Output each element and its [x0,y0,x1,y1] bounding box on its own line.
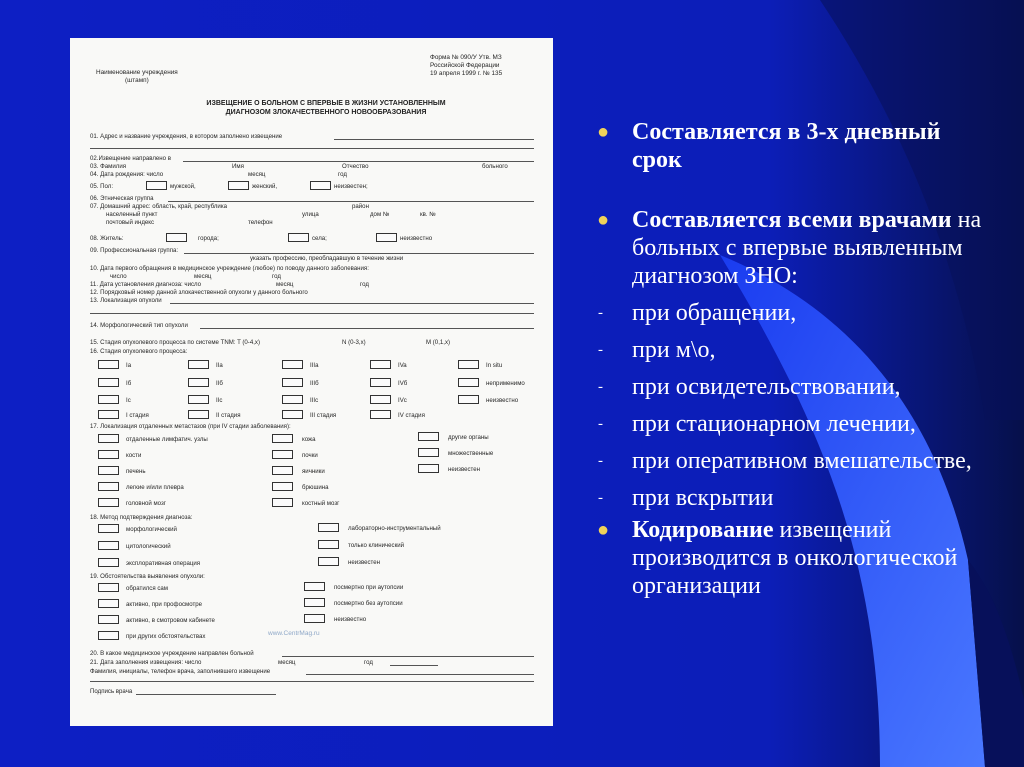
checkbox-village[interactable] [288,233,309,242]
field-13: 13. Локализация опухоли [90,297,162,304]
method-label: неизвестен [348,559,381,566]
checkbox-stage[interactable] [370,378,391,387]
checkbox-residence-unknown[interactable] [376,233,397,242]
checkbox-metastasis[interactable] [98,450,119,459]
stage-label: IIIб [310,380,319,387]
checkbox-method[interactable] [98,524,119,533]
field-13-line [170,303,534,304]
field-07-phone: телефон [248,219,273,226]
stage-label: Ic [126,397,131,404]
field-07-zip: почтовый индекс [106,219,155,226]
field-10: 10. Дата первого обращения в медицинское учреждение (любое) по поводу данного заболевания: [90,265,369,272]
field-17: 17. Локализация отдаленных метастазов (при IV стадии заболевания): [90,423,291,430]
field-03-patronymic: Отчество [342,163,369,170]
checkbox-metastasis[interactable] [272,434,293,443]
form-number: Форма № 090/У Утв. МЗ [430,54,502,61]
field-09-line [184,253,534,254]
field-14-line [200,328,534,329]
checkbox-stage[interactable] [188,395,209,404]
field-23-signature: Подпись врача [90,688,133,695]
field-16: 16. Стадия опухолевого процесса: [90,348,188,355]
metastasis-label: легкие и/или плевра [126,484,184,491]
method-label: только клинический [348,542,405,549]
checkbox-stage[interactable] [188,410,209,419]
bullet-item [596,118,996,174]
stage-label: Ia [126,362,132,369]
checkbox-stage[interactable] [98,378,119,387]
checkbox-stage[interactable] [98,360,119,369]
bullet-text: извещений производится в онкологической организации [632,517,958,599]
form-title-line2: ДИАГНОЗОМ ЗЛОКАЧЕСТВЕННОГО НОВООБРАЗОВАНИЯ [225,108,427,116]
field-21-year: год [364,659,373,666]
bullet-text: Составляется в 3-х дневный срок [632,119,941,173]
field-08-resident: 08. Житель: [90,235,124,242]
label-residence-unknown: неизвестно [400,235,433,242]
stage-label: IVa [398,362,407,369]
field-10-month: месяц [194,273,212,280]
field-11-year: год [360,281,369,288]
stage-label: Iб [126,380,132,387]
field-07-district: район [352,203,369,210]
stage-label: III стадия [310,412,337,419]
dash-item [596,447,996,475]
field-13-line2 [90,313,534,314]
field-18: 18. Метод подтверждения диагноза: [90,514,193,521]
field-07-flat: кв. № [420,211,436,218]
circumstance-label: посмертно без аутопсии [334,600,403,607]
circumstance-label: активно, в смотровом кабинете [126,617,215,624]
stage-label: IIIc [310,397,319,404]
checkbox-stage[interactable] [282,378,303,387]
method-label: цитологический [126,543,171,550]
field-02-line [183,161,534,162]
metastasis-label: почки [302,452,318,459]
checkbox-circumstance[interactable] [98,599,119,608]
checkbox-metastasis[interactable] [272,482,293,491]
dash-marker: - [598,379,603,395]
metastasis-label: множественные [448,450,494,457]
checkbox-stage[interactable] [370,360,391,369]
dash-item [596,373,996,401]
form-date: 19 апреля 1999 г. № 135 [430,70,503,77]
bullet-dot-icon: ● [597,519,610,541]
stage-label: In situ [486,362,503,369]
checkbox-circumstance[interactable] [98,583,119,592]
checkbox-method[interactable] [98,558,119,567]
bullet-dot-icon: ● [597,121,610,143]
checkbox-stage[interactable] [370,410,391,419]
checkbox-circumstance[interactable] [98,631,119,640]
metastasis-label: костный мозг [302,500,340,507]
checkbox-metastasis[interactable] [272,466,293,475]
stage-label: IVc [398,397,407,404]
notification-form-090u [70,38,553,726]
field-21-year-line [390,665,438,666]
checkbox-stage[interactable] [458,395,479,404]
field-22: Фамилия, инициалы, телефон врача, заполнившего извещение [90,668,271,675]
checkbox-stage[interactable] [188,360,209,369]
field-01-line2 [90,148,534,149]
field-12: 12. Порядковый номер данной злокачественной опухоли у данного больного [90,289,308,296]
checkbox-metastasis[interactable] [272,498,293,507]
checkbox-method[interactable] [318,557,339,566]
checkbox-metastasis[interactable] [98,466,119,475]
stage-label: I стадия [126,412,149,419]
checkbox-method[interactable] [318,523,339,532]
checkbox-male[interactable] [146,181,167,190]
checkbox-method[interactable] [98,541,119,550]
method-label: эксплоративная операция [126,560,201,567]
field-01-line [334,139,534,140]
dash-marker: - [598,342,603,358]
checkbox-circumstance[interactable] [98,615,119,624]
stage-label: IIIa [310,362,319,369]
field-03-patient: больного [482,163,508,170]
method-label: лабораторно-инструментальный [348,525,441,532]
field-10-day: число [110,273,127,280]
field-15-n: N (0-3,x) [342,339,366,346]
circumstance-label: посмертно при аутопсии [334,584,404,591]
checkbox-stage[interactable] [282,360,303,369]
circumstance-label: неизвестно [334,616,367,623]
dash-text: при м\о, [632,337,716,363]
circumstance-label: при других обстоятельствах [126,633,206,640]
checkbox-metastasis[interactable] [418,432,439,441]
field-07-locality: населенный пункт [106,211,158,218]
bullet-text: на больных с впервые выявленным диагнозом ЗНО: [632,207,982,289]
checkbox-metastasis[interactable] [98,434,119,443]
checkbox-method[interactable] [318,540,339,549]
field-19: 19. Обстоятельства выявления опухоли: [90,573,205,580]
field-06-line [168,201,534,202]
checkbox-sex-unknown[interactable] [310,181,331,190]
dash-text: при стационарном лечении, [632,411,916,437]
stage-label: IVб [398,380,408,387]
institution-stamp: (штамп) [125,77,149,84]
dash-item [596,484,996,512]
stage-label: II стадия [216,412,241,419]
circumstance-label: активно, при профосмотре [126,601,203,608]
field-11-day: 11. Дата установления диагноза: число [90,281,202,288]
field-05-sex: 05. Пол: [90,183,114,190]
field-07-region: 07. Домашний адрес: область, край, республика [90,203,228,210]
checkbox-stage[interactable] [98,395,119,404]
field-15-t: 15. Стадия опухолевого процесса по системе TNM: T (0-4,x) [90,339,260,346]
field-04-year: год [338,171,347,178]
stage-label: IIa [216,362,223,369]
dash-text: при оперативном вмешательстве, [632,448,972,474]
stage-label: неизвестно [486,397,519,404]
dash-marker: - [598,453,603,469]
checkbox-circumstance[interactable] [304,582,325,591]
dash-text: при обращении, [632,300,797,326]
checkbox-stage[interactable] [98,410,119,419]
dash-marker: - [598,416,603,432]
field-09: 09. Профессиональная группа: [90,247,179,254]
bullet-text-bold: Кодирование [632,517,774,543]
method-label: морфологический [126,526,177,533]
field-15-m: M (0,1,x) [426,339,451,346]
bullet-list [596,118,996,600]
metastasis-label: неизвестен [448,466,481,473]
field-01: 01. Адрес и название учреждения, в котором заполнено извещение [90,133,283,140]
bullet-item [596,516,996,600]
metastasis-label: кожа [302,436,316,443]
dash-marker: - [598,305,603,321]
watermark: www.CentrMag.ru [268,630,320,637]
metastasis-label: печень [126,468,146,475]
checkbox-circumstance[interactable] [304,614,325,623]
institution-label: Наименование учреждения [96,69,178,76]
field-04-month: месяц [248,171,266,178]
label-city: города; [198,235,219,242]
metastasis-label: отдаленные лимфатич. узлы [126,436,208,443]
dash-item [596,410,996,438]
checkbox-metastasis[interactable] [418,464,439,473]
field-21-month: месяц [278,659,296,666]
dash-marker: - [598,490,603,506]
dash-text: при вскрытии [632,485,774,511]
checkbox-metastasis[interactable] [272,450,293,459]
field-22-line [306,674,534,675]
circumstance-label: обратился сам [126,585,168,592]
metastasis-label: кости [126,452,142,459]
checkbox-stage[interactable] [458,360,479,369]
institution-block [96,69,178,85]
metastasis-label: яичники [302,468,325,475]
checkbox-circumstance[interactable] [304,598,325,607]
metastasis-label: брюшина [302,484,329,491]
checkbox-metastasis[interactable] [418,448,439,457]
field-21-day: 21. Дата заполнения извещения: число [90,659,202,666]
metastasis-label: другие органы [448,434,489,441]
label-village: села; [312,235,327,242]
form-title-line1: ИЗВЕЩЕНИЕ О БОЛЬНОМ С ВПЕРВЫЕ В ЖИЗНИ УСТАНОВЛЕННЫМ [206,100,446,107]
field-22-line2 [90,681,534,682]
field-02: 02.Извещение направлено в [90,155,171,162]
field-20-line [282,656,534,657]
stage-label: IIб [216,380,223,387]
label-male: мужской, [170,183,196,190]
form-header-info [430,54,502,78]
checkbox-stage[interactable] [458,378,479,387]
stage-label: IV стадия [398,412,425,419]
field-03-name: Имя [232,163,244,170]
form-org: Российской Федерации [430,62,500,69]
stage-label: неприменимо [486,380,525,387]
bullet-item [596,206,996,290]
field-11-month: месяц [276,281,294,288]
stage-label: IIc [216,397,223,404]
bullet-dot-icon: ● [597,209,610,231]
field-04-day: 04. Дата рождения: число [90,171,164,178]
dash-item [596,336,996,364]
checkbox-female[interactable] [228,181,249,190]
checkbox-stage[interactable] [282,410,303,419]
metastasis-label: головной мозг [126,500,166,507]
dash-item [596,299,996,327]
dash-text: при освидетельствовании, [632,374,901,400]
checkbox-metastasis[interactable] [98,482,119,491]
signature-line [136,694,276,695]
field-07-house: дом № [370,211,390,218]
checkbox-metastasis[interactable] [98,498,119,507]
form-title [168,100,484,117]
checkbox-stage[interactable] [370,395,391,404]
checkbox-stage[interactable] [188,378,209,387]
field-14: 14. Морфологический тип опухоли [90,322,188,329]
checkbox-city[interactable] [166,233,187,242]
field-07-street: улица [302,211,319,218]
field-10-year: год [272,273,281,280]
field-20: 20. В какое медицинское учреждение направлен больной [90,650,254,657]
bullet-text-bold: Составляется всеми врачами [632,207,952,233]
field-06: 06. Этническая группа [90,195,154,202]
field-03-surname: 03. Фамилия [90,163,127,170]
field-09-note: указать профессию, преобладавшую в течение жизни [250,255,404,262]
label-female: женский, [252,183,278,190]
checkbox-stage[interactable] [282,395,303,404]
label-sex-unknown: неизвестен; [334,183,368,190]
